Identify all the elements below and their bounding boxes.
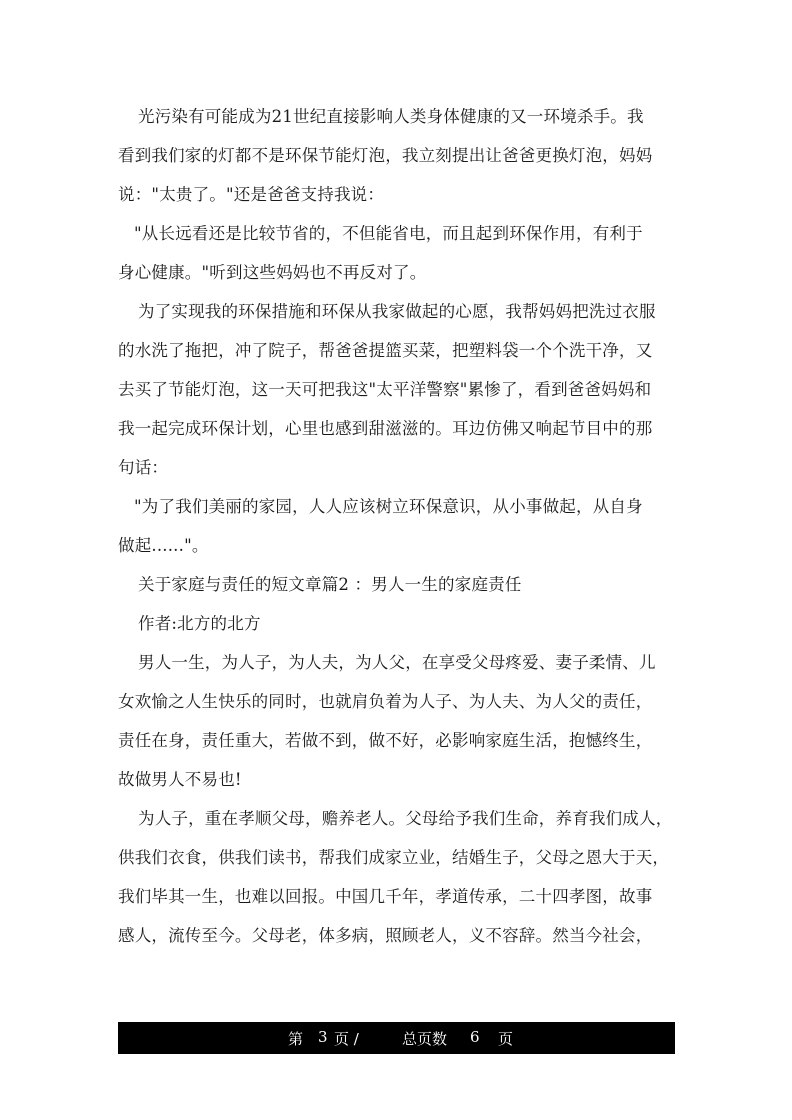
paragraph-line: 去买了节能灯泡，这一天可把我这"太平洋警察"累惨了，看到爸爸妈妈和	[118, 380, 652, 399]
page-unit: 页 /	[334, 1030, 359, 1048]
author-line: 作者:北方的北方	[138, 614, 261, 633]
paragraph-line: 责任在身，责任重大，若做不到，做不好，必影响家庭生活，抱憾终生，	[118, 731, 653, 750]
paragraph-line: 男人一生，为人子，为人夫，为人父，在享受父母疼爱、妻子柔情、儿	[138, 653, 656, 672]
paragraph-line: 供我们衣食，供我们读书，帮我们成家立业，结婚生子，父母之恩大于天，	[118, 848, 670, 867]
paragraph-line: 我们毕其一生，也难以回报。中国几千年，孝道传承，二十四孝图，故事	[118, 887, 653, 906]
paragraph-line: 身心健康。"听到这些妈妈也不再反对了。	[118, 263, 427, 282]
paragraph-line: "为了我们美丽的家园，人人应该树立环保意识，从小事做起，从自身	[134, 497, 643, 516]
total-unit: 页	[498, 1030, 514, 1048]
page-label: 第	[288, 1030, 304, 1048]
paragraph-line: "从长远看还是比较节省的，不但能省电，而且起到环保作用，有利于	[134, 224, 643, 243]
paragraph-line: 为了实现我的环保措施和环保从我家做起的心愿，我帮妈妈把洗过衣服	[138, 302, 656, 321]
paragraph-line: 的水洗了拖把，冲了院子，帮爸爸提篮买菜，把塑料袋一个个洗干净，又	[118, 341, 653, 360]
paragraph-line: 我一起完成环保计划，心里也感到甜滋滋的。耳边仿佛又响起节目中的那	[118, 419, 653, 438]
paragraph-line: 看到我们家的灯都不是环保节能灯泡，我立刻提出让爸爸更换灯泡，妈妈	[118, 146, 653, 165]
section-heading: 关于家庭与责任的短文章篇2 ：男人一生的家庭责任	[138, 575, 522, 594]
paragraph-line: 做起......"。	[118, 536, 209, 555]
current-page-number: 3	[318, 1028, 328, 1046]
total-pages-number: 6	[470, 1028, 480, 1046]
total-pages-label: 总页数	[402, 1030, 448, 1048]
page-footer	[118, 1022, 675, 1054]
paragraph-line: 光污染有可能成为21世纪直接影响人类身体健康的又一环境杀手。我	[138, 107, 644, 126]
paragraph-line: 为人子，重在孝顺父母，赡养老人。父母给予我们生命，养育我们成人，	[138, 809, 673, 828]
paragraph-line: 女欢愉之人生快乐的同时，也就肩负着为人子、为人夫、为人父的责任，	[118, 692, 653, 711]
paragraph-line: 句话：	[118, 458, 169, 477]
paragraph-line: 说："太贵了。"还是爸爸支持我说：	[118, 185, 385, 204]
paragraph-line: 感人，流传至今。父母老，体多病，照顾老人，义不容辞。然当今社会，	[118, 926, 653, 945]
paragraph-line: 故做男人不易也!	[118, 770, 242, 789]
